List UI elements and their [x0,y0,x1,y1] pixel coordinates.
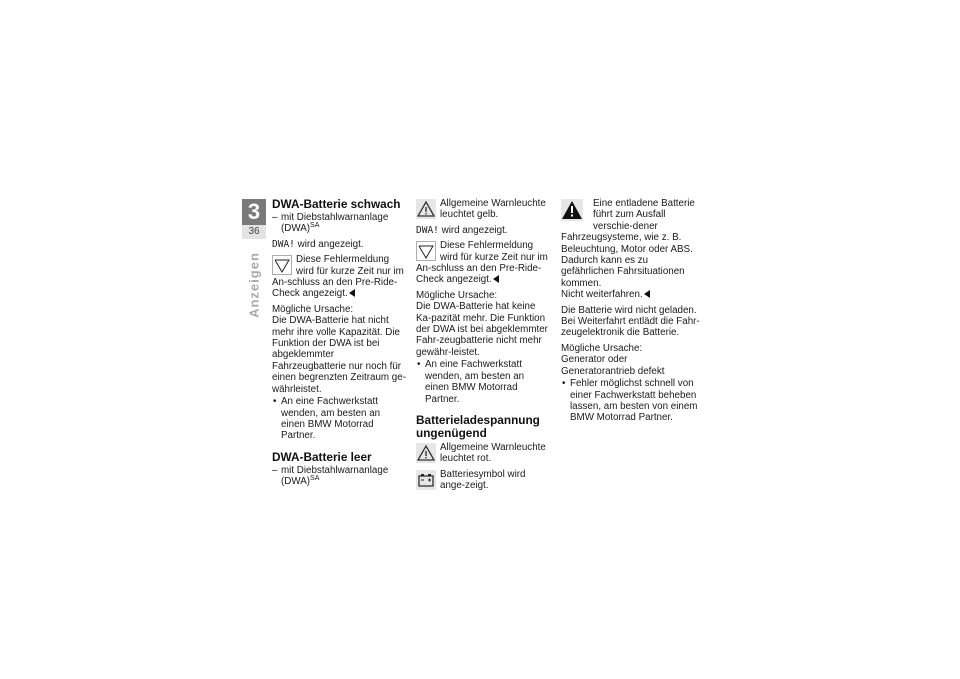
display-line [416,225,550,236]
bullet-item: • An eine Fachwerkstatt wenden, am besten an einen BMW Motorrad Partner. [416,359,550,405]
note-text: Diese Fehlermeldung wird für kurze Zeit nur im An-schluss an den Pre-Ride-Check angezeigt. [416,240,548,286]
caution-end-text: Nicht weiterfahren. [561,289,643,301]
column-2 [416,198,550,496]
cause-label: Mögliche Ursache: [561,342,643,354]
display-text: wird angezeigt. [438,224,508,236]
column-1 [272,198,406,492]
warning-light-icon [416,199,436,219]
heading-charging-voltage: Batterieladespannung ungenügend [416,412,540,440]
dwa-display-code: DWA! [272,238,295,250]
display-line [272,239,406,250]
sa-superscript: SA [310,475,320,483]
caution-paragraph [561,198,701,289]
dash-text: mit Diebstahlwarnanlage (DWA) [281,464,389,488]
dash-item [272,212,406,235]
end-mark-icon [349,289,355,297]
heading-dwa-battery-low: DWA-Batterie schwach [272,197,401,211]
cause-label: Mögliche Ursache: [272,303,354,315]
note-paragraph [272,254,406,300]
caution-text: Eine entladene Batterie führt zum Ausfall verschie-dener Fahrzeugsysteme, wie z. B. Beleuchtung, Motor oder ABS. Dadurch kann es zu gefährlichen Fahrsituationen kommen. [561,198,695,289]
chapter-tab [242,199,266,239]
caution-end [561,289,701,300]
note-text: Diese Fehlermeldung wird für kurze Zeit nur im An-schluss an den Pre-Ride-Check angezeigt. [272,254,404,300]
chapter-title: Anzeigen [246,252,262,318]
battery-icon [416,470,436,490]
chapter-title-vertical [242,240,266,330]
battery-text: Batteriesymbol wird ange-zeigt. [440,468,526,492]
display-text: wird angezeigt. [294,238,364,250]
cause-text: Die DWA-Batterie hat keine Ka-pazität mehr. Die Funktion der DWA ist bei abgeklemmter Fahr-zeugbatterie nicht mehr gewähr-leistet. [416,301,548,358]
end-mark-icon [493,275,499,283]
dash-text: mit Diebstahlwarnanlage (DWA) [281,212,389,235]
heading-dwa-battery-empty: DWA-Batterie leer [272,449,372,464]
cause-label: Mögliche Ursache: [416,289,498,301]
battery-paragraph [416,469,550,492]
cause-text: Die DWA-Batterie hat nicht mehr ihre volle Kapazität. Die Funktion der DWA ist bei abgeklemmter Fahrzeugbatterie nur noch für einen begrenzten Zeitraum ge-währleistet. [272,315,406,395]
warning-light-icon [416,443,436,463]
caution-triangle-icon [561,199,583,221]
end-mark-icon [644,290,650,298]
note-paragraph [416,240,550,286]
charging-info: Die Batterie wird nicht geladen. Bei Weiterfahrt entlädt die Fahr-zeugelektronik die Batterie. [561,304,700,339]
warning-text: Allgemeine Warnleuchte leuchtet gelb. [440,198,546,221]
page-number: 36 [242,225,266,239]
sa-superscript: SA [310,222,320,230]
warning-text: Allgemeine Warnleuchte leuchtet rot. [440,441,546,465]
dash-item [272,465,406,488]
warning-paragraph [416,198,550,221]
warning-paragraph [416,442,550,465]
bullet-item: • An eine Fachwerkstatt wenden, am besten an einen BMW Motorrad Partner. [272,396,406,442]
note-triangle-icon [272,255,292,275]
note-triangle-icon [416,241,436,261]
dwa-display-code: DWA! [416,224,439,236]
column-3 [561,198,701,428]
chapter-number: 3 [242,199,266,225]
bullet-item: • Fehler möglichst schnell von einer Fachwerkstatt beheben lassen, am besten von einem BMW Motorrad Partner. [561,378,701,424]
cause-text: Generator oder Generatorantrieb defekt [561,354,665,377]
